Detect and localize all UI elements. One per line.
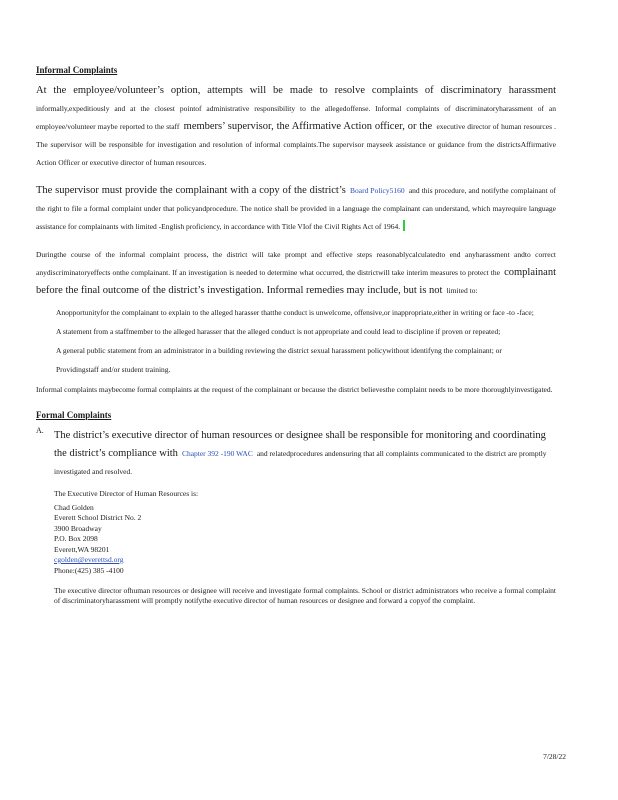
- formal-a-body: and relatedprocedures andensuring that all complaints communicated to the district are promptly investigated and resolved.: [54, 449, 547, 476]
- informal-p1-lead2: members’ supervisor, the Affirmative Action officer, or the: [183, 121, 433, 132]
- informal-paragraph-2: [36, 180, 556, 234]
- bullet-icon: [36, 308, 56, 318]
- item-letter: A.: [36, 426, 44, 435]
- formal-a-lead: The district’s executive director of human resources or designee shall be responsible for monitoring and coordinating the district’s compliance with: [54, 430, 546, 459]
- contact-block: [54, 489, 556, 576]
- list-item-text: A statement from a staffmember to the alleged harasser that the alleged conduct is not appropriate and could lead to discipline if proven or repeated;: [56, 327, 501, 336]
- list-item: [36, 327, 556, 337]
- contact-street: 3900 Broadway: [54, 523, 102, 533]
- informal-p2-lead: The supervisor must provide the complainant with a copy of the district’s: [36, 185, 346, 196]
- list-item-text: A general public statement from an administrator in a building reviewing the district sexual harassment policywithout identifyng the complainant; or: [56, 346, 502, 355]
- informal-closing-paragraph: Informal complaints maybecome formal complaints at the request of the complainant or because the district believesthe complaint needs to be more thoroughlyinvestigated.: [36, 385, 553, 394]
- contact-phone: Phone:(425) 385 -4100: [54, 565, 124, 575]
- informal-remedies-list: [36, 308, 556, 375]
- informal-p1-body2: executive director of human resources . The supervisor will be responsible for investigation and resolution of informal complaints.The supervisor mayseek assistance or guidance from the districtsAffirmative Action Officer or executive director of human resources.: [36, 122, 557, 167]
- list-item-text: Providingstaff and/or student training.: [56, 365, 171, 374]
- formal-complaints-heading: Formal Complaints: [36, 410, 112, 420]
- contact-city: Everett,WA 98201: [54, 544, 110, 554]
- document-page: [36, 60, 556, 616]
- informal-p3-body: Duringthe course of the informal complaint process, the district will take prompt and effective steps reasonablycalculatedto end anyharassment andto correct anydiscriminatoryeffects onthe complainant. If an investigation is needed to determine what occurred, the districtwill take interim measures to protect the: [36, 250, 556, 277]
- contact-org: Everett School District No. 2: [54, 513, 142, 522]
- informal-complaints-heading: Informal Complaints: [36, 65, 118, 75]
- contact-po-box: P.O. Box 2098: [54, 534, 98, 543]
- bullet-icon: [36, 327, 56, 337]
- contact-name: Chad Golden: [54, 502, 94, 512]
- informal-p3-tail: limited to:: [446, 286, 478, 295]
- formal-item-a: [36, 425, 556, 479]
- bullet-icon: [36, 346, 56, 356]
- informal-p2-body: and this procedure, and notifythe complainant of the right to file a formal complaint under that policyandprocedure. The notice shall be provided in a language the complainant can understand, which mayrequire language assistance for complainants with limited -English proficiency, in accordance with Title VIof the Civil Rights Act of 1964.: [36, 186, 557, 231]
- informal-paragraph-3: [36, 244, 556, 298]
- informal-p1-body: informally,expeditiously and at the closest pointof administrative responsibility to the allegedoffense. Informal complaints of discriminatoryharassment of an employee/volunteer maybe reported to the staff: [36, 104, 556, 131]
- informal-paragraph-1: [36, 80, 556, 170]
- informal-p1-lead: At the employee/volunteer’s option, attempts will be made to resolve complaints of discriminatory harassment: [36, 85, 556, 96]
- contact-title: The Executive Director of Human Resources is:: [54, 489, 199, 498]
- footer-date: 7/28/22: [543, 752, 566, 761]
- formal-final-paragraph: The executive director ofhuman resources or designee will receive and investigate formal complaints. School or district administrators who receive a formal complaint of discriminatoryharassment will promptly notifythe executive director of human resources or designee and forward a copyof the complaint.: [54, 586, 556, 605]
- contact-email-link[interactable]: cgolden@everettsd.org: [54, 555, 124, 564]
- wac-chapter-link[interactable]: Chapter 392 -190 WAC: [181, 449, 253, 458]
- list-item: [36, 346, 556, 356]
- text-cursor: [403, 220, 405, 231]
- informal-p3-lead: complainant before the final outcome of the district’s investigation. Informal remedies may include, but is not: [36, 267, 556, 296]
- list-item: [36, 365, 556, 375]
- list-item: [36, 308, 556, 318]
- board-policy-link[interactable]: Board Policy5160: [350, 186, 405, 195]
- bullet-icon: [36, 365, 56, 375]
- list-item-text: Anopportunityfor the complainant to explain to the alleged harasser thatthe conduct is unwelcome, offensive,or inappropriate,either in writing or face -to -face;: [56, 308, 534, 317]
